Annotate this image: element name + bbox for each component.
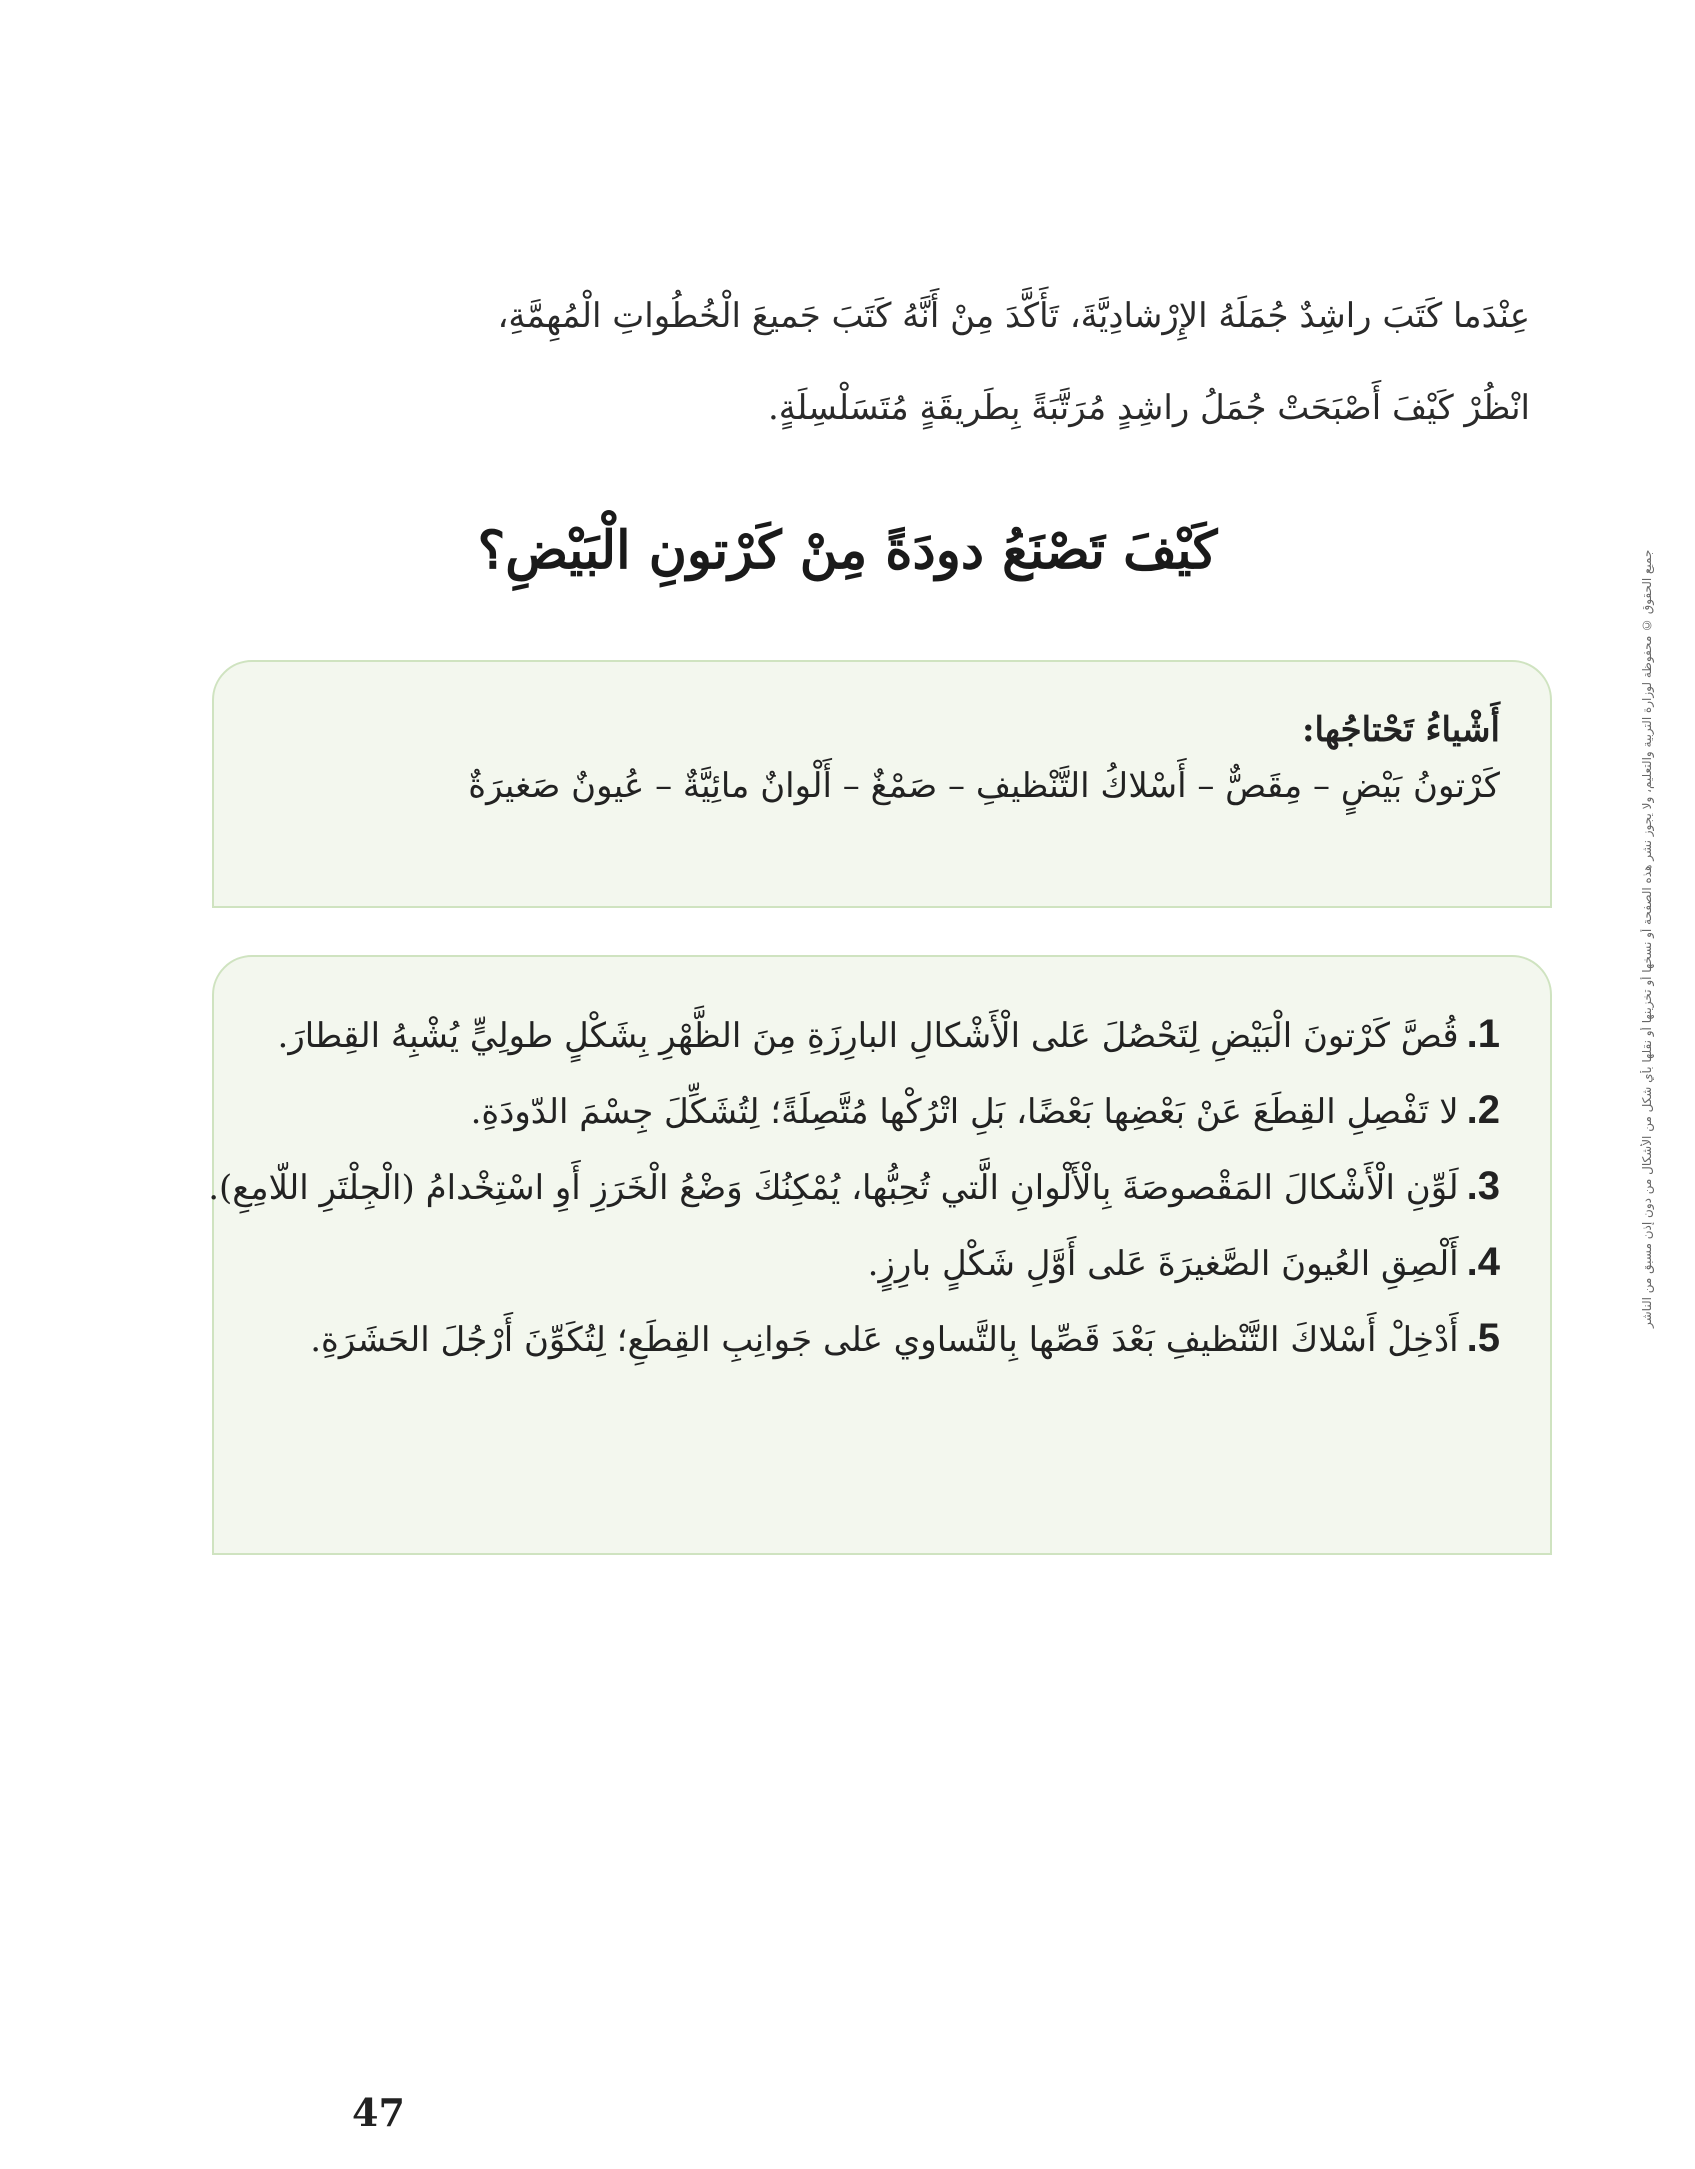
step-text: لَوِّنِ الْأَشْكالَ المَقْصوصَةَ بِالْأَلْوانِ الَّتي تُحِبُّها، يُمْكِنُكَ وَضْعُ الْخَرَزِ أَوِ اسْتِخْدامُ (الْجِلْتَرِ اللّامِعِ). <box>208 1168 1459 1208</box>
step-number: 4. <box>1466 1240 1500 1284</box>
step-number: 1. <box>1466 1012 1500 1056</box>
intro-paragraph <box>190 270 1530 454</box>
materials-box <box>212 660 1552 908</box>
step-item <box>208 1149 1500 1225</box>
step-text: أَدْخِلْ أَسْلاكَ التَّنْظيفِ بَعْدَ قَصِّها بِالتَّساوي عَلى جَوانِبِ القِطَعِ؛ لِتُكَوِّنَ أَرْجُلَ الحَشَرَةِ. <box>310 1320 1459 1360</box>
step-item <box>264 1301 1500 1377</box>
materials-heading: أَشْياءُ تَحْتاجُها: <box>1301 710 1500 750</box>
intro-line-2: انْظُرْ كَيْفَ أَصْبَحَتْ جُمَلُ راشِدٍ مُرَتَّبَةً بِطَريقَةٍ مُتَسَلْسِلَةٍ. <box>768 388 1530 428</box>
steps-box <box>208 955 1552 1555</box>
step-number: 3. <box>1466 1164 1500 1208</box>
intro-line-1: عِنْدَما كَتَبَ راشِدٌ جُمَلَهُ الإِرْشادِيَّةَ، تَأَكَّدَ مِنْ أَنَّهُ كَتَبَ جَميعَ الْخُطُواتِ الْمُهِمَّةِ، <box>497 296 1530 336</box>
step-item <box>264 1073 1500 1149</box>
step-text: لا تَفْصِلِ القِطَعَ عَنْ بَعْضِها بَعْضًا، بَلِ اتْرُكْها مُتَّصِلَةً؛ لِتُشَكِّلَ جِسْمَ الدّودَةِ. <box>470 1092 1459 1132</box>
step-item <box>264 1225 1500 1301</box>
materials-list: كَرْتونُ بَيْضٍ – مِقَصٌّ – أَسْلاكُ التَّنْظيفِ – صَمْغٌ – أَلْوانٌ مائِيَّةٌ – عُيونٌ صَغيرَةٌ <box>468 766 1500 806</box>
steps-list <box>208 997 1500 1377</box>
step-number: 5. <box>1466 1316 1500 1360</box>
step-text: قُصَّ كَرْتونَ الْبَيْضِ لِتَحْصُلَ عَلى الْأَشْكالِ البارِزَةِ مِنَ الظَّهْرِ بِشَكْلٍ طولِيٍّ يُشْبِهُ القِطارَ. <box>277 1016 1459 1056</box>
step-number: 2. <box>1466 1088 1500 1132</box>
page-number: 47 <box>352 2090 405 2135</box>
copyright-note: جميع الحقوق © محفوظة لوزارة التربية والتعليم، ولا يجوز نشر هذه الصفحة أو نسخها أو تخزينها أو نقلها بأي شكل من الأشكال من دون إذن مسبق من الناشر <box>1640 550 1654 1329</box>
section-title: كَيْفَ تَصْنَعُ دودَةً مِنْ كَرْتونِ الْبَيْضِ؟ <box>477 520 1218 581</box>
step-text: أَلْصِقِ العُيونَ الصَّغيرَةَ عَلى أَوَّلِ شَكْلٍ بارِزٍ. <box>867 1244 1459 1284</box>
step-item <box>264 997 1500 1073</box>
